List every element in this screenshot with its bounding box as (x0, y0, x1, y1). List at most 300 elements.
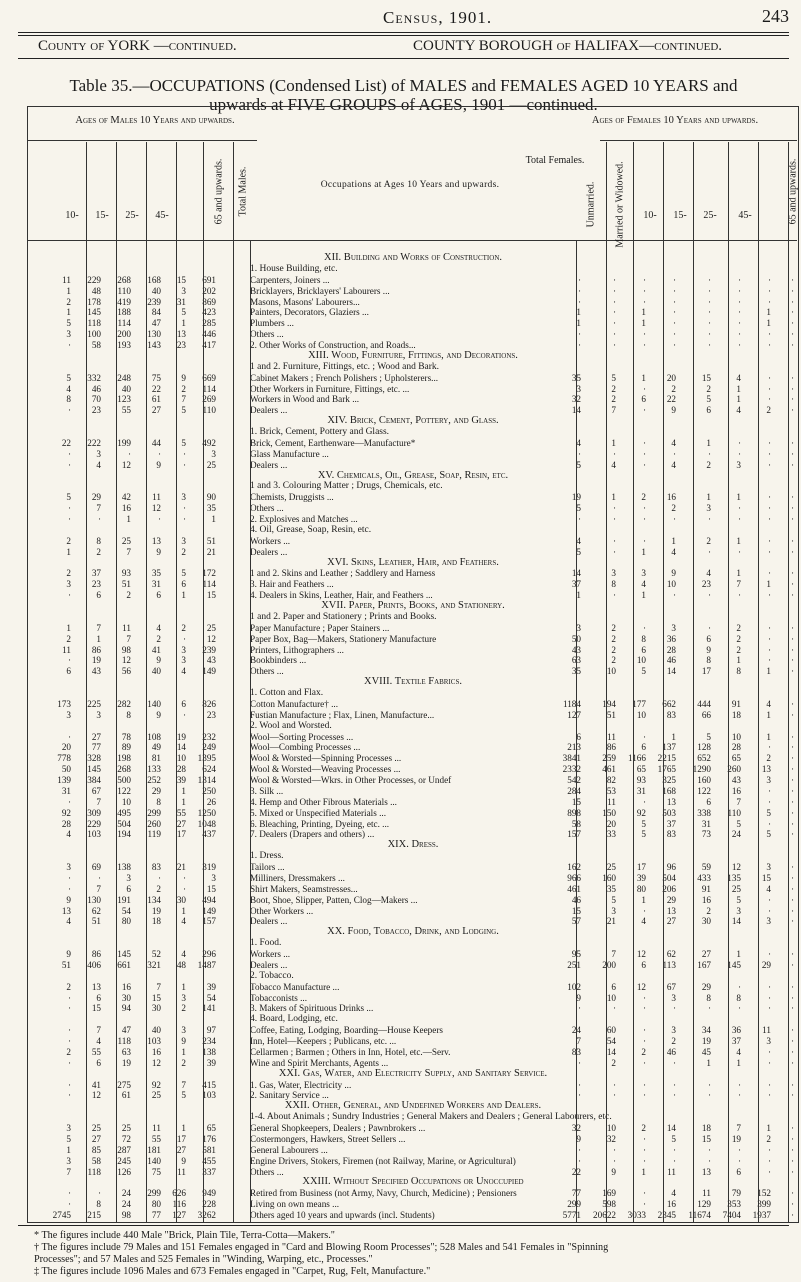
male-cell: 11 (152, 1123, 161, 1134)
occupation-label: Wool—Sorting Processes ... (250, 731, 354, 742)
female-cell: 65 (731, 753, 741, 764)
female-cell: 2 (611, 655, 616, 666)
female-cell: 93 (636, 775, 646, 786)
female-cell: 9 (671, 405, 676, 416)
female-cell: 504 (662, 872, 676, 883)
female-cell: 14 (666, 1123, 676, 1134)
male-cell: 12 (91, 1090, 101, 1101)
occupation-label: Dealers ... (250, 405, 288, 416)
male-cell: 415 (202, 1079, 216, 1090)
female-cell: 5 (766, 829, 771, 840)
male-cell: 1 (181, 796, 186, 807)
header-rule (18, 32, 789, 33)
male-cell: 25 (121, 535, 131, 546)
male-cell: 200 (117, 329, 131, 340)
occupation-label: Milliners, Dressmakers ... (250, 872, 345, 883)
female-cell: 46 (666, 655, 676, 666)
male-cell: 299 (147, 807, 161, 818)
female-cell: · (642, 1036, 646, 1047)
table-title-line1: Table 35.—OCCUPATIONS (Condensed List) of MALES and FEMALES AGED 10 YEARS and (69, 76, 738, 95)
female-cell: 169 (602, 1188, 616, 1199)
female-cell: 6 (706, 633, 711, 644)
female-cell: · (790, 666, 794, 677)
female-cell: 5 (736, 818, 741, 829)
occupation-label: Dealers ... (250, 916, 288, 927)
female-cell: 1290 (692, 764, 711, 775)
male-cell: 12 (121, 459, 131, 470)
male-cell: 92 (61, 807, 71, 818)
male-cell: 27 (91, 731, 101, 742)
male-cell: 138 (202, 1046, 216, 1057)
subsection-title: 2. Tobacco. (250, 970, 294, 981)
occupation-label: Paper Box, Bag—Makers, Stationery Manufacture (250, 633, 437, 644)
female-cell: · (707, 274, 711, 285)
male-cell: 140 (147, 1155, 161, 1166)
male-cell: 1 (181, 1123, 186, 1134)
male-cell: 1 (181, 318, 186, 329)
male-cell: · (67, 872, 71, 883)
female-cell: 5 (641, 818, 646, 829)
female-cell: 4 (736, 1046, 741, 1057)
occupation-label: Tobacconists ... (250, 992, 308, 1003)
subsection-title: 2. Wool and Worsted. (250, 720, 332, 731)
female-cell: · (790, 383, 794, 394)
male-cell: 250 (202, 785, 216, 796)
male-cell: · (182, 872, 186, 883)
male-cell: 494 (202, 894, 216, 905)
female-cell: 15 (701, 1133, 711, 1144)
male-cell: 252 (147, 775, 161, 786)
female-cell: · (642, 622, 646, 633)
male-cell: 50 (61, 764, 71, 775)
female-cell: · (737, 318, 741, 329)
female-cell: · (790, 1188, 794, 1199)
female-cell: 1 (576, 307, 581, 318)
female-cell: 2 (641, 1046, 646, 1057)
female-cell: · (790, 503, 794, 514)
female-cell: · (767, 894, 771, 905)
occupation-label: Dealers ... (250, 459, 288, 470)
female-cell: 29 (666, 894, 676, 905)
male-cell: 504 (117, 818, 131, 829)
occupation-label: Others ... (250, 503, 284, 514)
female-cell: 3 (706, 503, 711, 514)
female-cell: 9 (671, 568, 676, 579)
female-cell: 83 (666, 709, 676, 720)
occupation-label: Tobacco Manufacture ... (250, 981, 340, 992)
female-cell: · (642, 1090, 646, 1101)
female-age-heading: 45- (738, 210, 752, 221)
occupation-label: Wool—Combing Processes ... (250, 742, 361, 753)
female-cell: · (707, 622, 711, 633)
male-cell: 6 (96, 992, 101, 1003)
female-cell: 3 (766, 775, 771, 786)
occupation-label: 4. Hemp and Other Fibrous Materials ... (250, 796, 397, 807)
female-cell: 1 (736, 394, 741, 405)
female-cell: · (790, 622, 794, 633)
male-cell: 122 (117, 785, 131, 796)
male-cell: 268 (117, 764, 131, 775)
female-cell: · (672, 448, 676, 459)
female-cell: · (790, 916, 794, 927)
female-cell: 598 (602, 1199, 616, 1210)
male-age-heading: 15- (95, 210, 109, 221)
footnote-1: * The figures include 440 Male "Brick, Plain Tile, Terra-Cotta—Makers." (34, 1230, 335, 1241)
female-cell: · (790, 372, 794, 383)
female-cell: 1 (766, 579, 771, 590)
female-cell: 7 (611, 949, 616, 960)
male-cell: · (67, 1188, 71, 1199)
male-cell: 49 (151, 742, 161, 753)
female-cell: · (767, 1166, 771, 1177)
female-cell: 4 (671, 1188, 676, 1199)
female-cell: 4 (766, 698, 771, 709)
female-cell: · (612, 503, 616, 514)
female-cell: 2345 (657, 1210, 676, 1221)
female-cell: · (767, 459, 771, 470)
male-cell: 19 (151, 905, 161, 916)
female-cell: 1 (641, 546, 646, 557)
male-cell: 232 (202, 731, 216, 742)
female-cell: · (767, 633, 771, 644)
female-cell: 2215 (657, 753, 676, 764)
male-cell: · (97, 872, 101, 883)
female-cell: · (767, 949, 771, 960)
male-cell: 94 (121, 1003, 131, 1014)
male-cell: 7 (126, 633, 131, 644)
male-cell: 22 (61, 437, 71, 448)
female-cell: · (790, 1199, 794, 1210)
female-cell: 15 (701, 372, 711, 383)
male-cell: 2 (156, 633, 161, 644)
male-cell: 4 (181, 666, 186, 677)
female-cell: 9 (611, 1166, 616, 1177)
total-females-heading: Total Females. (525, 155, 585, 166)
male-cell: 3 (181, 285, 186, 296)
column-rule (233, 142, 234, 1222)
female-cell: 2 (736, 644, 741, 655)
male-cell: 337 (202, 1166, 216, 1177)
male-cell: 19 (121, 1057, 131, 1068)
occupations-heading: Occupations at Ages 10 Years and upwards. (320, 180, 500, 190)
male-cell: 7 (126, 546, 131, 557)
female-cell: · (707, 514, 711, 525)
male-cell: 134 (147, 894, 161, 905)
column-rule (788, 142, 789, 1222)
male-cell: 114 (117, 318, 131, 329)
subsection-title: 1. Cotton and Flax. (250, 688, 324, 699)
male-cell: 2 (181, 383, 186, 394)
male-cell: 249 (202, 742, 216, 753)
male-cell: 25 (151, 1090, 161, 1101)
male-cell: 5 (181, 568, 186, 579)
female-cell: · (790, 394, 794, 405)
male-cell: 51 (206, 535, 216, 546)
female-cell: · (642, 1188, 646, 1199)
female-cell: 15 (571, 905, 581, 916)
male-cell: · (67, 1079, 71, 1090)
male-cell: 12 (151, 1057, 161, 1068)
male-cell: 1 (66, 546, 71, 557)
female-cell: 67 (666, 981, 676, 992)
female-cell: 1 (766, 709, 771, 720)
female-cell: · (707, 285, 711, 296)
male-cell: 35 (206, 503, 216, 514)
female-cell: 3 (611, 568, 616, 579)
female-cell: 3841 (562, 753, 581, 764)
female-cell: · (790, 1133, 794, 1144)
female-cell: · (577, 340, 581, 350)
female-cell: 102 (567, 981, 581, 992)
female-cell: 14 (571, 405, 581, 416)
male-cell: 9 (181, 1155, 186, 1166)
male-cell: · (67, 731, 71, 742)
male-cell: · (67, 448, 71, 459)
occupation-label: Bookbinders ... (250, 655, 307, 666)
male-cell: 116 (172, 1199, 186, 1210)
female-cell: · (767, 372, 771, 383)
male-cell: 826 (202, 698, 216, 709)
male-age-heading: 45- (155, 210, 169, 221)
female-cell: · (790, 785, 794, 796)
male-cell: 7 (96, 1025, 101, 1036)
male-age-heading: 25- (125, 210, 139, 221)
female-cell: 7 (736, 1123, 741, 1134)
male-cell: 97 (206, 1025, 216, 1036)
male-cell: 4 (96, 459, 101, 470)
male-cell: 455 (202, 1155, 216, 1166)
male-cell: 39 (206, 981, 216, 992)
female-cell: · (790, 764, 794, 775)
section-title: XV. Chemicals, Oil, Grease, Soap, Resin, etc. (317, 469, 509, 481)
male-cell: 2 (156, 883, 161, 894)
occupation-label: Dealers ... (250, 959, 288, 970)
subsection-title: 1 and 2. Furniture, Fittings, etc. ; Wood and Bark. (250, 361, 440, 372)
female-cell: 5771 (562, 1210, 581, 1221)
male-cell: 40 (121, 383, 131, 394)
male-cell: 9 (156, 709, 161, 720)
occupation-label: Paper Manufacture ; Paper Stainers ... (250, 622, 390, 633)
female-cell: 2 (611, 1057, 616, 1068)
female-cell: 6 (576, 731, 581, 742)
female-cell: 35 (571, 666, 581, 677)
male-cell: 77 (91, 742, 101, 753)
female-cell: 10 (636, 655, 646, 666)
male-cell: 168 (147, 274, 161, 285)
female-cell: 51 (606, 709, 616, 720)
female-cell: · (707, 1090, 711, 1101)
female-cell: 32 (571, 1123, 581, 1134)
occupation-label: 6. Bleaching, Printing, Dyeing, etc. ... (250, 818, 390, 829)
male-cell: 275 (117, 1079, 131, 1090)
occupation-label: 2. Sanitary Service ... (250, 1090, 329, 1101)
female-cell: · (672, 1144, 676, 1155)
male-cell: 10 (176, 753, 186, 764)
female-cell: 662 (662, 698, 676, 709)
male-cell: 328 (87, 753, 101, 764)
male-cell: 18 (151, 916, 161, 927)
male-cell: 4 (96, 1036, 101, 1047)
male-cell: 1 (66, 285, 71, 296)
female-cell: · (767, 1090, 771, 1101)
female-cell: 35 (571, 372, 581, 383)
male-cell: · (67, 590, 71, 601)
female-cell: 46 (571, 894, 581, 905)
female-cell: · (707, 318, 711, 329)
male-cell: 3 (96, 709, 101, 720)
female-cell: 6 (641, 742, 646, 753)
subsection-title: 1. House Building, etc. (250, 263, 338, 274)
female-cell: 54 (606, 1036, 616, 1047)
female-cell: · (767, 796, 771, 807)
male-cell: 6 (181, 579, 186, 590)
male-cell: 25 (91, 1123, 101, 1134)
subsection-title: 1. Food. (250, 938, 282, 949)
female-cell: · (612, 514, 616, 525)
female-cell: 14 (571, 568, 581, 579)
female-cell: 10 (606, 666, 616, 677)
female-cell: 27 (701, 949, 711, 960)
header-bottom-rule (27, 240, 797, 241)
female-cell: 966 (567, 872, 581, 883)
male-cell: 1048 (197, 818, 216, 829)
female-cell: · (672, 1090, 676, 1101)
female-cell: · (707, 296, 711, 307)
female-cell: 4 (641, 916, 646, 927)
female-cell: 259 (602, 753, 616, 764)
female-cell: 152 (757, 1188, 771, 1199)
male-cell: 40 (151, 1025, 161, 1036)
male-cell: 118 (117, 1036, 131, 1047)
male-cell: 31 (151, 579, 161, 590)
occupation-label: 3. Makers of Spirituous Drinks ... (250, 1003, 374, 1014)
female-cell: · (790, 981, 794, 992)
male-cell: 4 (66, 829, 71, 840)
female-cell: 444 (697, 698, 711, 709)
male-cell: 63 (121, 1046, 131, 1057)
female-cell: 2 (611, 394, 616, 405)
male-cell: 10 (121, 796, 131, 807)
female-cell: 11 (702, 1188, 711, 1199)
male-cell: 191 (117, 894, 131, 905)
female-cell: · (767, 622, 771, 633)
male-cell: 75 (151, 1166, 161, 1177)
female-cell: · (642, 905, 646, 916)
female-cell: 542 (567, 775, 581, 786)
female-cell: · (767, 655, 771, 666)
female-cell: 3 (671, 1025, 676, 1036)
male-cell: 70 (91, 394, 101, 405)
female-cell: 9 (576, 1133, 581, 1144)
male-cell: 110 (202, 405, 216, 416)
male-cell: 12 (206, 633, 216, 644)
occupation-label: Retired from Business (not Army, Navy, Church, Medicine) ; Pensioners (250, 1188, 517, 1199)
female-cell: 82 (606, 775, 616, 786)
male-cell: 2 (66, 1046, 71, 1057)
occupation-label: Chemists, Druggists ... (250, 492, 334, 503)
female-cell: 79 (731, 1188, 741, 1199)
female-cell: · (612, 546, 616, 557)
occupation-label: Fustian Manufacture ; Flax, Linen, Manufacture... (250, 709, 435, 720)
unmarried-heading: Unmarried. (585, 181, 597, 228)
female-cell: 2 (611, 633, 616, 644)
male-cell: 81 (151, 753, 161, 764)
male-cell: 23 (91, 405, 101, 416)
male-cell: 3 (66, 1123, 71, 1134)
male-cell: 24 (121, 1188, 131, 1199)
female-cell: · (642, 731, 646, 742)
female-cell: 150 (602, 807, 616, 818)
male-cell: · (182, 503, 186, 514)
male-cell: 85 (91, 1144, 101, 1155)
subsection-title: 4. Oil, Grease, Soap, Resin, etc. (250, 524, 372, 535)
male-cell: 55 (91, 1046, 101, 1057)
column-rule (663, 142, 664, 1222)
male-cell: 8 (66, 394, 71, 405)
female-cell: 91 (731, 698, 741, 709)
male-cell: 143 (147, 340, 161, 350)
female-cell: 1 (641, 590, 646, 601)
male-cell: 51 (91, 916, 101, 927)
female-cell: 1 (611, 437, 616, 448)
male-cell: 145 (87, 764, 101, 775)
female-cell: 29 (761, 959, 771, 970)
female-cell: 177 (632, 698, 646, 709)
female-cell: 30 (701, 916, 711, 927)
table-title-line2: upwards at FIVE GROUPS of AGES, 1901 —continued. (209, 95, 598, 114)
female-cell: 1184 (562, 698, 581, 709)
female-cell: 213 (567, 742, 581, 753)
male-cell: 29 (151, 785, 161, 796)
female-cell: 13 (761, 764, 771, 775)
male-cell: 30 (121, 992, 131, 1003)
male-cell: 13 (61, 905, 71, 916)
female-cell: 6 (611, 981, 616, 992)
male-cell: 19 (176, 731, 186, 742)
occupation-label: Coffee, Eating, Lodging, Boarding—House Keepers (250, 1025, 443, 1036)
male-cell: · (97, 1188, 101, 1199)
female-cell: · (790, 905, 794, 916)
female-cell: 1 (736, 383, 741, 394)
female-cell: · (737, 1155, 741, 1166)
male-cell: 11 (62, 644, 71, 655)
female-cell: 5 (576, 546, 581, 557)
male-cell: 1487 (197, 959, 216, 970)
subsection-title: 1-4. About Animals ; Sundry Industries ; General Makers and Dealers ; General Labourers, etc. (250, 1112, 612, 1123)
female-cell: · (790, 775, 794, 786)
female-cell: 461 (567, 883, 581, 894)
female-cell: 433 (697, 872, 711, 883)
female-cell: 43 (571, 644, 581, 655)
occupation-label: 2. Other Works of Construction, and Roads... (250, 340, 416, 350)
female-cell: · (642, 459, 646, 470)
female-cell: 14 (666, 666, 676, 677)
table-row (28, 1209, 798, 1221)
male-cell: 1 (181, 905, 186, 916)
male-cell: 437 (202, 829, 216, 840)
male-cell: 9 (181, 372, 186, 383)
male-cell: 5 (181, 437, 186, 448)
female-cell: · (612, 1090, 616, 1101)
male-cell: 47 (151, 318, 161, 329)
female-cell: · (642, 340, 646, 350)
footnote-2: † The figures include 79 Males and 151 Females engaged in "Card and Blowing Room Processes"; 528 Males and 541 Females in "Spinning (34, 1242, 609, 1253)
males-group-rule (27, 140, 257, 141)
female-cell: 160 (697, 775, 711, 786)
female-cell: · (767, 285, 771, 296)
female-cell: 110 (727, 807, 741, 818)
male-cell: 145 (87, 307, 101, 318)
